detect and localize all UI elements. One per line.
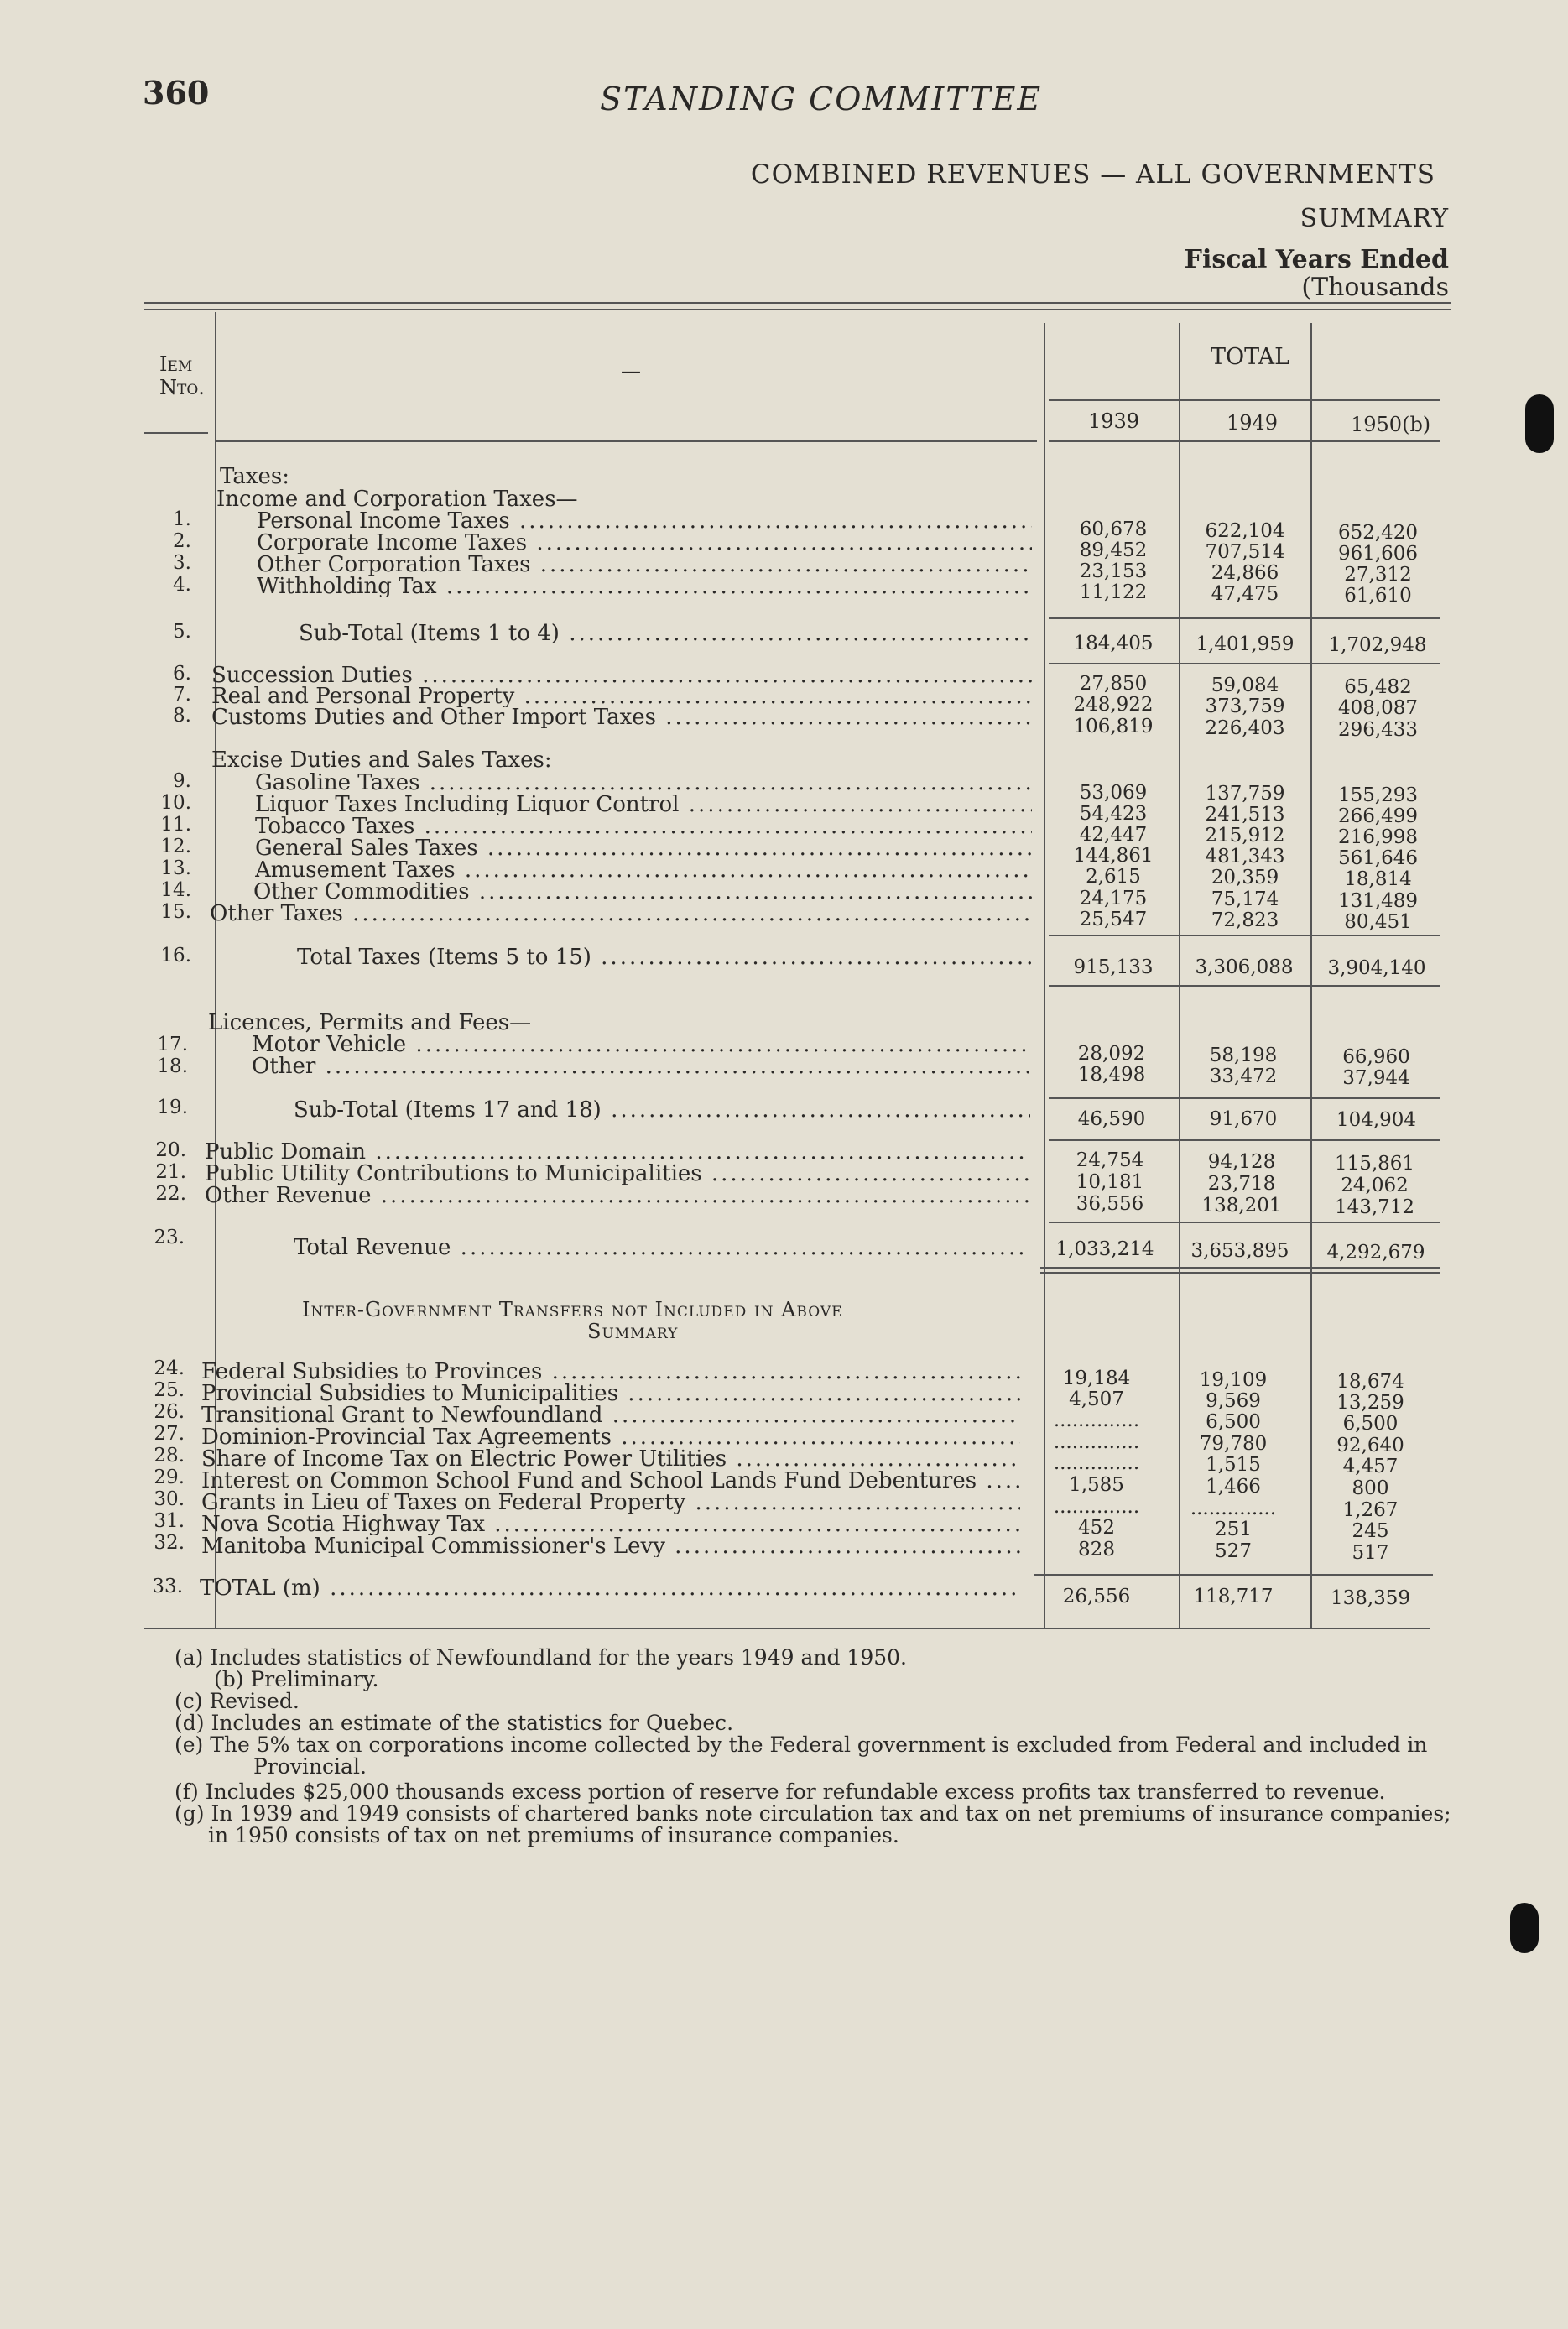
- row-label: Liquor Taxes Including Liquor Control .....: [255, 794, 1032, 815]
- section-label: Taxes:: [220, 464, 289, 489]
- value-1949: 47,475: [1211, 583, 1279, 605]
- item-number: 13.: [160, 857, 191, 879]
- table-title: COMBINED REVENUES — ALL GOVERNMENTS: [750, 159, 1435, 190]
- row-label: Other .....: [252, 1055, 1030, 1077]
- value-1949: 1,466: [1206, 1476, 1261, 1498]
- licences-subtotal-rule-bottom: [1049, 1139, 1440, 1141]
- value-1949: 527: [1215, 1540, 1252, 1562]
- total-revenue-double-rule: [1040, 1267, 1440, 1269]
- footnote-c: (c) Revised.: [175, 1689, 300, 1713]
- value-1950: 92,640: [1336, 1435, 1404, 1456]
- value-1950: 66,960: [1342, 1046, 1410, 1068]
- value-1939: 2,615: [1086, 866, 1141, 888]
- value-1949: 138,201: [1201, 1195, 1282, 1217]
- row-label: Federal Subsidies to Provinces .....: [201, 1361, 1020, 1383]
- row-label: Corporate Income Taxes .....: [257, 532, 1032, 554]
- item-number: 26.: [154, 1401, 185, 1423]
- value-1950: 65,482: [1344, 676, 1412, 698]
- value-1949: 72,823: [1211, 909, 1279, 931]
- row-label: Total Revenue .....: [294, 1237, 1029, 1258]
- value-1950: 3,904,140: [1327, 957, 1426, 979]
- value-1949: 19,109: [1199, 1369, 1268, 1391]
- value-1950: 37,944: [1342, 1067, 1410, 1089]
- item-number: 23.: [154, 1227, 185, 1248]
- value-1939: 11,122: [1079, 581, 1148, 603]
- item-number: 11.: [160, 814, 191, 836]
- value-1939: 42,447: [1079, 824, 1148, 846]
- value-1950: 6,500: [1342, 1413, 1399, 1435]
- item-number: 18.: [157, 1055, 188, 1077]
- value-1939: ..............: [1053, 1496, 1140, 1518]
- value-1950: 18,674: [1336, 1371, 1404, 1393]
- item-number: 10.: [160, 792, 191, 814]
- row-label: Motor Vehicle .....: [252, 1034, 1030, 1055]
- value-1939: 24,754: [1076, 1149, 1144, 1171]
- row-label: Dominion-Provincial Tax Agreements .....: [201, 1426, 1020, 1448]
- transfers-heading: Inter-Government Transfers not Included in Above: [302, 1298, 843, 1321]
- row-label: Interest on Common School Fund and School Lands Fund Debentures .....: [201, 1470, 1020, 1492]
- value-1949: 215,912: [1205, 825, 1285, 847]
- row-label: Transitional Grant to Newfoundland .....: [201, 1404, 1020, 1426]
- footnote-g: (g) In 1939 and 1949 consists of chartered banks note circulation tax and tax on net premiums of insurance companies;: [175, 1801, 1451, 1826]
- value-1950: 652,420: [1337, 522, 1419, 544]
- value-1939: 10,181: [1076, 1171, 1144, 1193]
- top-rule-2: [144, 309, 1451, 310]
- value-1950: 517: [1352, 1542, 1389, 1564]
- row-label: Share of Income Tax on Electric Power Utilities .....: [201, 1448, 1020, 1470]
- item-number: 19.: [157, 1097, 188, 1118]
- footnote-f: (f) Includes $25,000 thousands excess portion of reserve for refundable excess profits tax transferred to revenue.: [175, 1779, 1386, 1804]
- value-1949: 58,198: [1209, 1045, 1278, 1066]
- desc-header-rule: [215, 440, 1037, 442]
- row-label: Sub-Total (Items 17 and 18) .....: [294, 1099, 1030, 1121]
- value-1949: 707,514: [1205, 541, 1285, 563]
- licences-subtotal-rule: [1049, 1097, 1440, 1099]
- item-number: 20.: [155, 1139, 186, 1161]
- group-label: Income and Corporation Taxes—: [216, 487, 578, 512]
- total-taxes-rule: [1049, 935, 1440, 936]
- item-header-rule: [144, 432, 208, 434]
- value-1939: 452: [1078, 1517, 1115, 1539]
- fiscal-years-heading: Fiscal Years Ended: [1184, 245, 1449, 274]
- value-1939: 36,556: [1076, 1193, 1144, 1215]
- binder-hole-top: [1525, 394, 1554, 453]
- item-number: 24.: [154, 1357, 185, 1379]
- row-label: Sub-Total (Items 1 to 4) .....: [299, 623, 1032, 644]
- value-1949: 6,500: [1206, 1411, 1261, 1433]
- value-1949: 33,472: [1209, 1066, 1278, 1087]
- item-number: 1.: [173, 508, 191, 530]
- value-1939: 1,585: [1069, 1474, 1124, 1496]
- value-1939: 106,819: [1073, 716, 1154, 737]
- value-1939: 60,678: [1079, 518, 1148, 540]
- value-1949: 118,717: [1193, 1586, 1274, 1607]
- item-number: 3.: [173, 552, 191, 574]
- value-1950: 1,267: [1342, 1499, 1399, 1521]
- value-1939: 4,507: [1069, 1389, 1124, 1410]
- value-1939: 46,590: [1077, 1108, 1146, 1130]
- row-label: Other Corporation Taxes .....: [257, 554, 1032, 576]
- value-1949: 226,403: [1205, 717, 1285, 739]
- value-1939: 19,184: [1062, 1368, 1131, 1389]
- value-1949: 622,104: [1205, 520, 1285, 542]
- row-label: Amusement Taxes .....: [255, 859, 1032, 881]
- value-1939: 54,423: [1079, 803, 1148, 825]
- item-number: 30.: [154, 1488, 185, 1510]
- footnote-b: (b) Preliminary.: [214, 1667, 379, 1691]
- item-number: 14.: [160, 879, 191, 901]
- total-taxes-rule-bottom: [1049, 985, 1440, 987]
- item-number: 9.: [173, 770, 191, 792]
- value-1950: 80,451: [1344, 911, 1412, 933]
- row-label: Personal Income Taxes .....: [257, 510, 1032, 532]
- value-1950: 1,702,948: [1328, 634, 1427, 656]
- value-1950: 266,499: [1337, 805, 1419, 827]
- value-1939: ..............: [1053, 1431, 1140, 1453]
- group-label: Licences, Permits and Fees—: [208, 1010, 532, 1035]
- total-revenue-rule: [1049, 1222, 1440, 1223]
- value-1949: 1,515: [1206, 1454, 1261, 1476]
- value-1939: 248,922: [1073, 694, 1154, 716]
- value-1950: 13,259: [1336, 1392, 1404, 1414]
- value-1950: 61,610: [1344, 585, 1412, 607]
- value-1949: 3,306,088: [1195, 956, 1294, 978]
- value-1949: 79,780: [1199, 1433, 1268, 1455]
- value-1939: 23,153: [1079, 560, 1148, 582]
- page-number: 360: [143, 74, 210, 112]
- value-1949: 24,866: [1211, 562, 1279, 584]
- footnote-e-continued: Provincial.: [253, 1754, 367, 1779]
- running-title: STANDING COMMITTEE: [600, 81, 1043, 117]
- footnote-d: (d) Includes an estimate of the statistics for Quebec.: [175, 1711, 734, 1735]
- value-1950: 155,293: [1337, 784, 1419, 806]
- total-header: TOTAL: [1211, 344, 1290, 370]
- value-1950: 561,646: [1337, 847, 1419, 869]
- item-header: [159, 352, 205, 399]
- footnote-g-continued: in 1950 consists of tax on net premiums of insurance companies.: [208, 1823, 899, 1847]
- value-1950: 24,062: [1341, 1175, 1409, 1196]
- value-1939: 1,033,214: [1055, 1238, 1154, 1260]
- value-1949: 94,128: [1207, 1151, 1276, 1173]
- value-1950: 800: [1352, 1477, 1389, 1499]
- value-1939: 24,175: [1079, 888, 1148, 909]
- value-1950: 4,292,679: [1326, 1242, 1425, 1263]
- value-1949: 59,084: [1211, 675, 1279, 696]
- value-1949: 251: [1215, 1519, 1252, 1540]
- value-1950: 27,312: [1344, 564, 1412, 586]
- item-number: 31.: [154, 1510, 185, 1532]
- value-1950: 18,814: [1344, 868, 1412, 890]
- value-1939: 28,092: [1077, 1043, 1146, 1065]
- value-1949: 20,359: [1211, 867, 1279, 888]
- value-1939: 915,133: [1073, 956, 1154, 978]
- binder-hole-bottom: [1510, 1903, 1539, 1953]
- item-number: 33.: [152, 1576, 183, 1597]
- footnote-e: (e) The 5% tax on corporations income collected by the Federal government is excluded from Federal and included in: [175, 1732, 1428, 1757]
- value-1949: 241,513: [1205, 804, 1285, 826]
- value-1939: ..............: [1053, 1452, 1140, 1474]
- row-label: Succession Duties .....: [211, 664, 1032, 686]
- item-number: 4.: [173, 574, 191, 596]
- value-1939: 25,547: [1079, 909, 1148, 930]
- value-1939: 53,069: [1079, 782, 1148, 804]
- row-label: Nova Scotia Highway Tax .....: [201, 1514, 1020, 1535]
- item-number: 7.: [173, 684, 191, 706]
- transfers-heading-summary: Summary: [587, 1320, 679, 1343]
- item-number: 5.: [173, 621, 191, 643]
- value-1949: 9,569: [1206, 1390, 1261, 1412]
- bottom-rule: [144, 1628, 1430, 1629]
- value-1939: 26,556: [1062, 1586, 1131, 1607]
- value-1950: 143,712: [1334, 1196, 1415, 1218]
- row-label: Total Taxes (Items 5 to 15) .....: [297, 946, 1032, 968]
- years-header-rule: [1049, 440, 1440, 442]
- item-number: 21.: [155, 1161, 186, 1183]
- row-label: Other Taxes .....: [210, 903, 1032, 925]
- group-label: Excise Duties and Sales Taxes:: [211, 748, 552, 773]
- value-1949: 1,401,959: [1196, 633, 1295, 655]
- item-number: 8.: [173, 705, 191, 727]
- item-number: 12.: [160, 836, 191, 857]
- item-number: 2.: [173, 530, 191, 552]
- value-1939: ..............: [1053, 1409, 1140, 1431]
- summary-heading: SUMMARY: [1300, 204, 1449, 233]
- item-number: 15.: [160, 901, 191, 923]
- row-label: Public Domain .....: [205, 1141, 1029, 1163]
- row-label: Tobacco Taxes .....: [255, 815, 1032, 837]
- value-1950: 4,457: [1342, 1456, 1399, 1477]
- total-header-rule: [1049, 399, 1440, 401]
- value-1950: 216,998: [1337, 826, 1419, 848]
- transfers-total-rule: [1034, 1574, 1433, 1576]
- row-label: Gasoline Taxes .....: [255, 772, 1032, 794]
- value-1950: 408,087: [1337, 697, 1419, 719]
- row-label: Provincial Subsidies to Municipalities .....: [201, 1383, 1020, 1404]
- top-rule: [144, 302, 1451, 304]
- row-label: General Sales Taxes .....: [255, 837, 1032, 859]
- value-1950: 131,489: [1337, 890, 1419, 912]
- item-number: 32.: [154, 1532, 185, 1554]
- row-label: TOTAL (m) .....: [200, 1577, 1018, 1599]
- item-number: 6.: [173, 663, 191, 685]
- value-1950: 961,606: [1337, 543, 1419, 565]
- value-1949: 91,670: [1209, 1108, 1278, 1130]
- value-1949: 373,759: [1205, 696, 1285, 717]
- value-1939: 18,498: [1077, 1064, 1146, 1086]
- value-1949: 75,174: [1211, 888, 1279, 910]
- item-number: 16.: [160, 945, 191, 967]
- row-label: Real and Personal Property .....: [211, 685, 1032, 707]
- row-label: Other Revenue .....: [205, 1185, 1029, 1206]
- footnote-a: (a) Includes statistics of Newfoundland for the years 1949 and 1950.: [175, 1645, 907, 1670]
- units-heading: (Thousands: [1301, 273, 1449, 302]
- item-number: 27.: [154, 1423, 185, 1445]
- row-label: Grants in Lieu of Taxes on Federal Property .....: [201, 1492, 1020, 1514]
- value-1949: 137,759: [1205, 783, 1285, 805]
- row-label: Manitoba Municipal Commissioner's Levy .....: [201, 1535, 1020, 1557]
- item-number: 25.: [154, 1379, 185, 1401]
- year-header-1949: 1949: [1227, 411, 1279, 435]
- item-number: 29.: [154, 1467, 185, 1488]
- subtotal-rule-bottom: [1049, 663, 1440, 664]
- row-label: Customs Duties and Other Import Taxes .....: [211, 706, 1032, 728]
- item-number: 22.: [155, 1183, 186, 1205]
- value-1949: 481,343: [1205, 846, 1285, 868]
- value-1939: 828: [1078, 1539, 1115, 1560]
- value-1950: 245: [1352, 1520, 1389, 1542]
- item-number: 17.: [157, 1034, 188, 1055]
- item-number: 28.: [154, 1445, 185, 1467]
- row-label: Withholding Tax .....: [257, 576, 1032, 597]
- row-label: Public Utility Contributions to Municipalities .....: [205, 1163, 1029, 1185]
- value-1939: 27,850: [1079, 673, 1148, 695]
- subtotal-rule: [1049, 617, 1440, 619]
- item-header-line-1: Iem: [159, 352, 193, 376]
- value-1939: 144,861: [1073, 845, 1154, 867]
- value-1950: 296,433: [1337, 719, 1419, 741]
- value-1939: 184,405: [1073, 633, 1154, 654]
- value-1949: 3,653,895: [1190, 1240, 1289, 1262]
- year-header-1939: 1939: [1088, 409, 1140, 433]
- value-1949: ..............: [1190, 1498, 1277, 1519]
- value-1949: 23,718: [1207, 1173, 1276, 1195]
- year-header-1950: 1950(b): [1351, 413, 1431, 436]
- item-header-line-2: Nto.: [159, 376, 205, 399]
- row-label: Other Commodities .....: [253, 881, 1032, 903]
- value-1950: 138,359: [1330, 1587, 1411, 1609]
- value-1950: 104,904: [1336, 1109, 1417, 1131]
- value-1950: 115,861: [1334, 1153, 1415, 1175]
- total-revenue-double-rule-2: [1040, 1272, 1440, 1274]
- value-1939: 89,452: [1079, 539, 1148, 561]
- description-header: —: [621, 359, 641, 383]
